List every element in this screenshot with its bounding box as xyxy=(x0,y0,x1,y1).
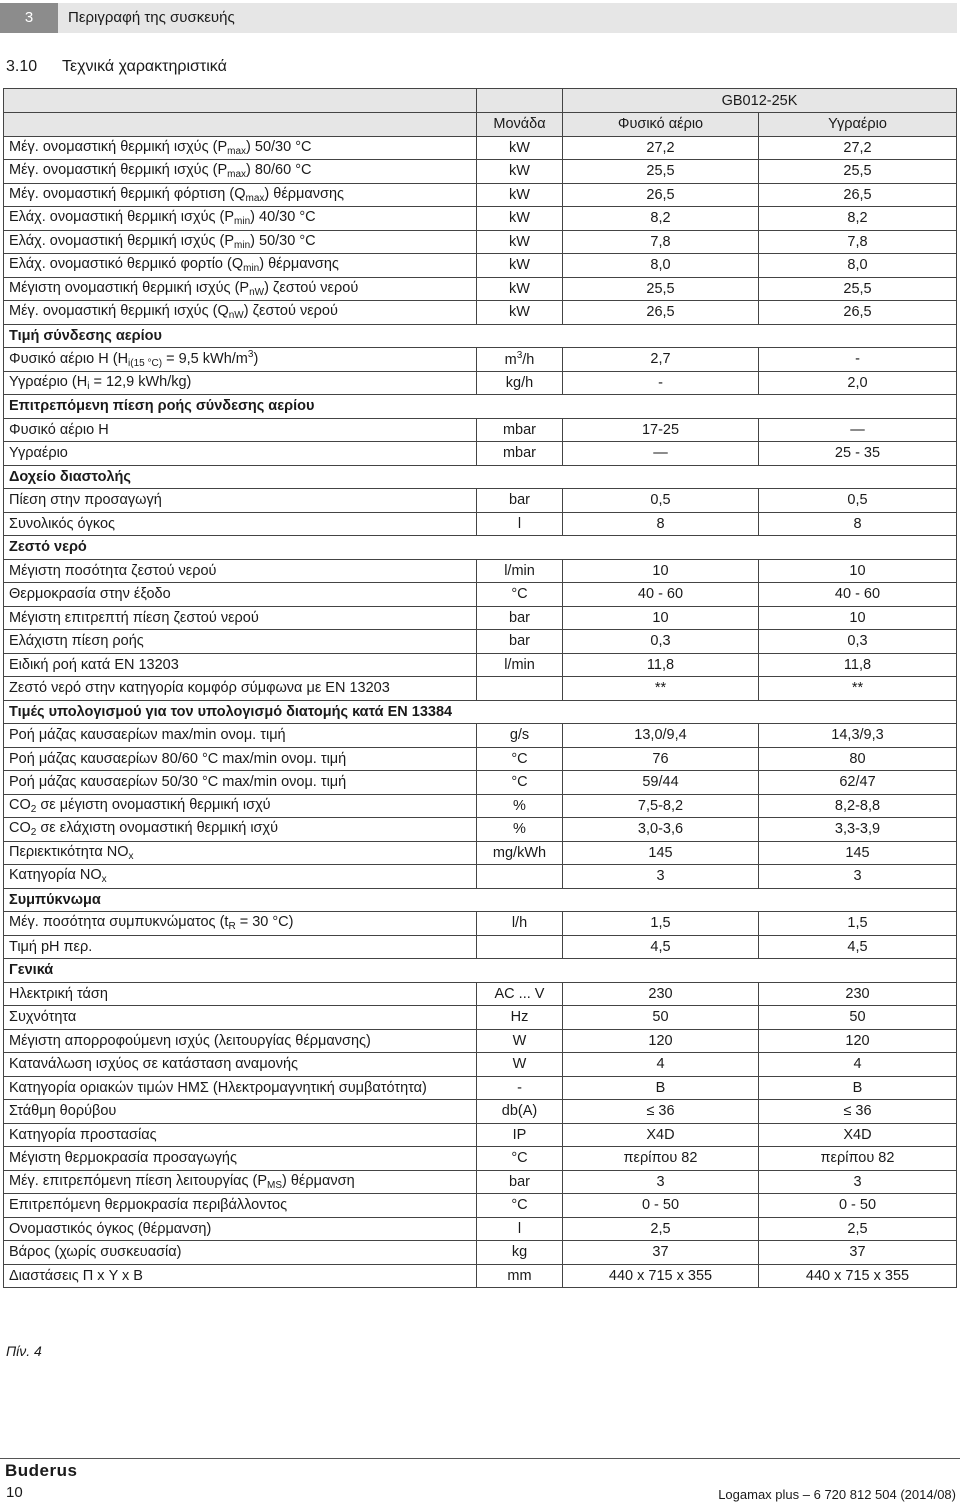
text-part: Μέγ. ονομαστική θερμική ισχύς (Q xyxy=(9,303,229,320)
unit-cell: °C xyxy=(477,1147,563,1171)
lpg-value: 120 xyxy=(759,1029,957,1053)
parameter-cell: Ροή μάζας καυσαερίων 80/60 °C max/min ονομ. τιμή xyxy=(4,747,477,771)
parameter-cell: Ηλεκτρική τάση xyxy=(4,982,477,1006)
parameter-cell xyxy=(4,301,477,325)
table-row xyxy=(4,818,957,842)
parameter-cell xyxy=(4,1170,477,1194)
parameter-cell xyxy=(4,207,477,231)
text-part: Φυσικό αέριο H (H xyxy=(9,351,129,368)
unit-cell: bar xyxy=(477,606,563,630)
natural-gas-value: 27,2 xyxy=(563,136,759,160)
lpg-value: 0 - 50 xyxy=(759,1194,957,1218)
lpg-value: X4D xyxy=(759,1123,957,1147)
parameter-cell xyxy=(4,348,477,372)
unit-cell: - xyxy=(477,1076,563,1100)
parameter-cell: Θερμοκρασία στην έξοδο xyxy=(4,583,477,607)
text-part: Μέγ. ποσότητα συμπυκνώματος (t xyxy=(9,914,229,931)
parameter-cell: Μέγιστη επιτρεπτή πίεση ζεστού νερού xyxy=(4,606,477,630)
unit-cell: kW xyxy=(477,230,563,254)
chapter-number: 3 xyxy=(0,3,58,33)
lpg-value: 0,3 xyxy=(759,630,957,654)
natural-gas-value: 59/44 xyxy=(563,771,759,795)
subscript: min xyxy=(243,263,260,275)
unit-cell: IP xyxy=(477,1123,563,1147)
table-row xyxy=(4,794,957,818)
unit-cell: % xyxy=(477,794,563,818)
parameter-cell xyxy=(4,183,477,207)
table-row xyxy=(4,207,957,231)
text-part: CO xyxy=(9,796,31,813)
table-row xyxy=(4,348,957,372)
section-row xyxy=(4,700,957,724)
parameter-cell: Κατηγορία προστασίας xyxy=(4,1123,477,1147)
natural-gas-value: 7,8 xyxy=(563,230,759,254)
natural-gas-value: 10 xyxy=(563,606,759,630)
section-heading-cell: Συμπύκνωμα xyxy=(4,888,957,912)
text-part: /h xyxy=(522,352,535,369)
natural-gas-value: B xyxy=(563,1076,759,1100)
parameter-cell xyxy=(4,136,477,160)
unit-cell: bar xyxy=(477,1170,563,1194)
lpg-value: περίπου 82 xyxy=(759,1147,957,1171)
table-row xyxy=(4,442,957,466)
subscript: i xyxy=(87,380,90,392)
table-row xyxy=(4,982,957,1006)
lpg-value: 80 xyxy=(759,747,957,771)
section-heading-cell: Δοχείο διαστολής xyxy=(4,465,957,489)
subscript: x xyxy=(128,850,134,862)
table-row xyxy=(4,677,957,701)
text-part: Μέγ. ονομαστική θερμική φόρτιση (Q xyxy=(9,185,246,202)
table-row xyxy=(4,865,957,889)
unit-cell: mbar xyxy=(477,442,563,466)
natural-gas-value: 25,5 xyxy=(563,277,759,301)
text-part: Υγραέριο (H xyxy=(9,373,88,390)
parameter-cell: Διαστάσεις Π x Υ x Β xyxy=(4,1264,477,1288)
table-row xyxy=(4,1194,957,1218)
lpg-value: 25 - 35 xyxy=(759,442,957,466)
chapter-header xyxy=(0,3,957,33)
table-row xyxy=(4,630,957,654)
unit-cell: °C xyxy=(477,747,563,771)
lpg-value: 62/47 xyxy=(759,771,957,795)
table-row xyxy=(4,1170,957,1194)
lpg-value: — xyxy=(759,418,957,442)
unit-cell: W xyxy=(477,1029,563,1053)
lpg-value: 0,5 xyxy=(759,489,957,513)
unit-cell: mm xyxy=(477,1264,563,1288)
natural-gas-value: 8 xyxy=(563,512,759,536)
table-header-row-model xyxy=(4,89,957,113)
table-row xyxy=(4,489,957,513)
section-heading xyxy=(6,58,227,76)
parameter-cell xyxy=(4,277,477,301)
text-part: Μέγιστη ονομαστική θερμική ισχύς (P xyxy=(9,279,250,296)
text-part: m xyxy=(504,352,517,369)
parameter-cell: Ελάχιστη πίεση ροής xyxy=(4,630,477,654)
lpg-value: 27,2 xyxy=(759,136,957,160)
lpg-column-header: Υγραέριο xyxy=(759,113,957,137)
text-part: Μέγ. ονομαστική θερμική ισχύς (P xyxy=(9,162,228,179)
section-heading-cell: Ζεστό νερό xyxy=(4,536,957,560)
parameter-cell: Τιμή pH περ. xyxy=(4,935,477,959)
parameter-cell: Ονομαστικός όγκος (θέρμανση) xyxy=(4,1217,477,1241)
text-part: ) ζεστού νερού xyxy=(264,279,359,296)
lpg-value: 440 x 715 x 355 xyxy=(759,1264,957,1288)
table-row xyxy=(4,230,957,254)
lpg-value: 2,0 xyxy=(759,371,957,395)
unit-cell: l xyxy=(477,1217,563,1241)
table-header-row-columns xyxy=(4,113,957,137)
section-title: Τεχνικά χαρακτηριστικά xyxy=(62,58,227,75)
natural-gas-value: 3 xyxy=(563,865,759,889)
table-row xyxy=(4,301,957,325)
natural-gas-value: 40 - 60 xyxy=(563,583,759,607)
table-caption: Πίν. 4 xyxy=(6,1343,42,1359)
unit-cell: db(A) xyxy=(477,1100,563,1124)
natural-gas-value: 2,5 xyxy=(563,1217,759,1241)
section-row xyxy=(4,959,957,983)
lpg-value: 50 xyxy=(759,1006,957,1030)
natural-gas-value: περίπου 82 xyxy=(563,1147,759,1171)
document-reference: Logamax plus – 6 720 812 504 (2014/08) xyxy=(718,1487,956,1502)
table-row xyxy=(4,1217,957,1241)
unit-cell: kW xyxy=(477,301,563,325)
section-row xyxy=(4,536,957,560)
table-row xyxy=(4,1241,957,1265)
header-empty-cell xyxy=(4,89,477,113)
tech-specs-table xyxy=(3,88,957,1288)
parameter-cell: Μέγιστη θερμοκρασία προσαγωγής xyxy=(4,1147,477,1171)
unit-cell: l xyxy=(477,512,563,536)
lpg-value: 14,3/9,3 xyxy=(759,724,957,748)
unit-cell xyxy=(477,935,563,959)
section-heading-cell: Τιμές υπολογισμού για τον υπολογισμό διατομής κατά EN 13384 xyxy=(4,700,957,724)
natural-gas-value: 120 xyxy=(563,1029,759,1053)
parameter-cell xyxy=(4,818,477,842)
page-number: 10 xyxy=(6,1484,23,1501)
table-row xyxy=(4,653,957,677)
unit-cell xyxy=(477,348,563,372)
subscript: i(15 °C) xyxy=(128,358,163,370)
text-part: ) 50/30 °C xyxy=(250,232,316,249)
natural-gas-value: 8,0 xyxy=(563,254,759,278)
natural-gas-value: 0 - 50 xyxy=(563,1194,759,1218)
text-part: ) θέρμανσης xyxy=(259,256,339,273)
brand-logo: Buderus xyxy=(5,1461,78,1480)
natural-gas-value: 11,8 xyxy=(563,653,759,677)
lpg-value: 8,0 xyxy=(759,254,957,278)
lpg-value: 25,5 xyxy=(759,277,957,301)
unit-cell: kg xyxy=(477,1241,563,1265)
parameter-cell xyxy=(4,254,477,278)
natural-gas-value: 145 xyxy=(563,841,759,865)
table-row xyxy=(4,136,957,160)
parameter-cell: Πίεση στην προσαγωγή xyxy=(4,489,477,513)
unit-cell: kW xyxy=(477,254,563,278)
parameter-cell: Συχνότητα xyxy=(4,1006,477,1030)
text-part: σε ελάχιστη ονομαστική θερμική ισχύ xyxy=(36,820,279,837)
table-row xyxy=(4,841,957,865)
table-row xyxy=(4,583,957,607)
unit-column-header: Μονάδα xyxy=(477,113,563,137)
text-part: ) xyxy=(253,351,259,368)
section-row xyxy=(4,395,957,419)
table-row xyxy=(4,1100,957,1124)
table-row xyxy=(4,606,957,630)
natural-gas-value: 13,0/9,4 xyxy=(563,724,759,748)
lpg-value: ≤ 36 xyxy=(759,1100,957,1124)
subscript: R xyxy=(228,921,236,933)
text-part: Κατηγορία NO xyxy=(9,867,102,884)
unit-cell: kW xyxy=(477,136,563,160)
natural-gas-value: 0,5 xyxy=(563,489,759,513)
natural-gas-value: 0,3 xyxy=(563,630,759,654)
text-part: Ελάχ. ονομαστική θερμική ισχύς (P xyxy=(9,232,235,249)
header-empty-cell xyxy=(477,89,563,113)
unit-cell: °C xyxy=(477,1194,563,1218)
natural-gas-value: 25,5 xyxy=(563,160,759,184)
text-part: = 12,9 kWh/kg) xyxy=(89,373,192,390)
natural-gas-value: 1,5 xyxy=(563,912,759,936)
parameter-cell: Κατηγορία οριακών τιμών ΗΜΣ (Ηλεκτρομαγνητική συμβατότητα) xyxy=(4,1076,477,1100)
text-part: ) θέρμανσης xyxy=(264,185,345,202)
text-part: ) θέρμανση xyxy=(282,1172,355,1189)
natural-gas-value: 3 xyxy=(563,1170,759,1194)
model-header: GB012-25K xyxy=(563,89,957,113)
natural-gas-value: 4,5 xyxy=(563,935,759,959)
parameter-cell: Υγραέριο xyxy=(4,442,477,466)
section-row xyxy=(4,324,957,348)
table-row xyxy=(4,512,957,536)
natural-gas-value: 8,2 xyxy=(563,207,759,231)
natural-gas-value: 17-25 xyxy=(563,418,759,442)
table-row xyxy=(4,724,957,748)
text-part: ) 80/60 °C xyxy=(246,162,312,179)
subscript: MS xyxy=(267,1179,283,1191)
unit-cell: °C xyxy=(477,771,563,795)
table-row xyxy=(4,559,957,583)
subscript: max xyxy=(245,192,265,204)
unit-cell: % xyxy=(477,818,563,842)
natural-gas-value: 440 x 715 x 355 xyxy=(563,1264,759,1288)
parameter-cell: Ειδική ροή κατά EN 13203 xyxy=(4,653,477,677)
subscript: nW xyxy=(228,310,244,322)
subscript: min xyxy=(234,216,251,228)
parameter-cell: Μέγιστη απορροφούμενη ισχύς (λειτουργίας θέρμανσης) xyxy=(4,1029,477,1053)
superscript: 3 xyxy=(516,350,523,362)
subscript: 2 xyxy=(30,827,37,839)
unit-cell: °C xyxy=(477,583,563,607)
table-row xyxy=(4,1006,957,1030)
unit-cell: l/min xyxy=(477,653,563,677)
natural-gas-value: ≤ 36 xyxy=(563,1100,759,1124)
unit-cell xyxy=(477,865,563,889)
footer-divider xyxy=(0,1458,960,1459)
text-part: = 30 °C) xyxy=(235,914,294,931)
table-row xyxy=(4,371,957,395)
parameter-cell xyxy=(4,912,477,936)
lpg-value: 26,5 xyxy=(759,183,957,207)
unit-cell: kg/h xyxy=(477,371,563,395)
parameter-cell: Ζεστό νερό στην κατηγορία κομφόρ σύμφωνα με EN 13203 xyxy=(4,677,477,701)
lpg-value: 3 xyxy=(759,1170,957,1194)
table-row xyxy=(4,1123,957,1147)
subscript: max xyxy=(227,169,247,181)
natural-gas-value: X4D xyxy=(563,1123,759,1147)
unit-cell: kW xyxy=(477,277,563,301)
unit-cell: bar xyxy=(477,489,563,513)
lpg-value: 40 - 60 xyxy=(759,583,957,607)
unit-cell: kW xyxy=(477,160,563,184)
parameter-cell xyxy=(4,160,477,184)
parameter-cell: Φυσικό αέριο H xyxy=(4,418,477,442)
natural-gas-value: 10 xyxy=(563,559,759,583)
unit-cell: AC ... V xyxy=(477,982,563,1006)
unit-cell: l/min xyxy=(477,559,563,583)
unit-cell: kW xyxy=(477,207,563,231)
lpg-value: ** xyxy=(759,677,957,701)
text-part: = 9,5 kWh/m xyxy=(162,351,248,368)
section-row xyxy=(4,888,957,912)
unit-cell: Hz xyxy=(477,1006,563,1030)
natural-gas-value: - xyxy=(563,371,759,395)
text-part: ) 40/30 °C xyxy=(250,209,316,226)
text-part: Περιεκτικότητα NO xyxy=(9,843,129,860)
section-heading-cell: Γενικά xyxy=(4,959,957,983)
unit-cell: W xyxy=(477,1053,563,1077)
text-part: CO xyxy=(9,820,31,837)
table-row xyxy=(4,277,957,301)
parameter-cell xyxy=(4,794,477,818)
text-part: σε μέγιστη ονομαστική θερμική ισχύ xyxy=(36,796,271,813)
table-row xyxy=(4,771,957,795)
unit-cell xyxy=(477,677,563,701)
text-part: Μέγ. ονομαστική θερμική ισχύς (P xyxy=(9,138,228,155)
natural-gas-column-header: Φυσικό αέριο xyxy=(563,113,759,137)
section-heading-cell: Τιμή σύνδεσης αερίου xyxy=(4,324,957,348)
natural-gas-value: — xyxy=(563,442,759,466)
lpg-value: 11,8 xyxy=(759,653,957,677)
lpg-value: 10 xyxy=(759,606,957,630)
unit-cell: l/h xyxy=(477,912,563,936)
table-row xyxy=(4,1147,957,1171)
lpg-value: 25,5 xyxy=(759,160,957,184)
lpg-value: 230 xyxy=(759,982,957,1006)
parameter-cell: Ροή μάζας καυσαερίων 50/30 °C max/min ονομ. τιμή xyxy=(4,771,477,795)
natural-gas-value: 76 xyxy=(563,747,759,771)
table-row xyxy=(4,1029,957,1053)
natural-gas-value: 50 xyxy=(563,1006,759,1030)
table-row xyxy=(4,912,957,936)
header-empty-cell xyxy=(4,113,477,137)
table-row xyxy=(4,254,957,278)
parameter-cell xyxy=(4,230,477,254)
text-part: ) 50/30 °C xyxy=(246,138,312,155)
section-number: 3.10 xyxy=(6,58,38,75)
lpg-value: 4,5 xyxy=(759,935,957,959)
subscript: x xyxy=(101,874,107,886)
natural-gas-value: 37 xyxy=(563,1241,759,1265)
subscript: min xyxy=(234,239,251,251)
parameter-cell: Επιτρεπόμενη θερμοκρασία περιβάλλοντος xyxy=(4,1194,477,1218)
lpg-value: - xyxy=(759,348,957,372)
parameter-cell: Βάρος (χωρίς συσκευασία) xyxy=(4,1241,477,1265)
section-heading-cell: Επιτρεπόμενη πίεση ροής σύνδεσης αερίου xyxy=(4,395,957,419)
lpg-value: 8 xyxy=(759,512,957,536)
table-row xyxy=(4,1053,957,1077)
parameter-cell: Στάθμη θορύβου xyxy=(4,1100,477,1124)
lpg-value: 4 xyxy=(759,1053,957,1077)
lpg-value: B xyxy=(759,1076,957,1100)
lpg-value: 145 xyxy=(759,841,957,865)
subscript: nW xyxy=(249,286,265,298)
table-row xyxy=(4,747,957,771)
table-row xyxy=(4,935,957,959)
unit-cell: bar xyxy=(477,630,563,654)
natural-gas-value: ** xyxy=(563,677,759,701)
lpg-value: 1,5 xyxy=(759,912,957,936)
unit-cell: kW xyxy=(477,183,563,207)
lpg-value: 3 xyxy=(759,865,957,889)
parameter-cell xyxy=(4,841,477,865)
table-row xyxy=(4,418,957,442)
table-row xyxy=(4,160,957,184)
natural-gas-value: 3,0-3,6 xyxy=(563,818,759,842)
subscript: 2 xyxy=(30,803,37,815)
natural-gas-value: 26,5 xyxy=(563,301,759,325)
chapter-title: Περιγραφή της συσκευής xyxy=(68,9,235,26)
unit-cell: g/s xyxy=(477,724,563,748)
parameter-cell: Ροή μάζας καυσαερίων max/min ονομ. τιμή xyxy=(4,724,477,748)
lpg-value: 7,8 xyxy=(759,230,957,254)
natural-gas-value: 2,7 xyxy=(563,348,759,372)
text-part: Μέγ. επιτρεπόμενη πίεση λειτουργίας (P xyxy=(9,1172,268,1189)
lpg-value: 37 xyxy=(759,1241,957,1265)
natural-gas-value: 7,5-8,2 xyxy=(563,794,759,818)
table-row xyxy=(4,183,957,207)
lpg-value: 3,3-3,9 xyxy=(759,818,957,842)
text-part: Ελάχ. ονομαστικό θερμικό φορτίο (Q xyxy=(9,256,244,273)
natural-gas-value: 26,5 xyxy=(563,183,759,207)
unit-cell: mg/kWh xyxy=(477,841,563,865)
lpg-value: 8,2 xyxy=(759,207,957,231)
parameter-cell: Συνολικός όγκος xyxy=(4,512,477,536)
text-part: Ελάχ. ονομαστική θερμική ισχύς (P xyxy=(9,209,235,226)
section-row xyxy=(4,465,957,489)
lpg-value: 2,5 xyxy=(759,1217,957,1241)
table-row xyxy=(4,1076,957,1100)
parameter-cell xyxy=(4,371,477,395)
unit-cell: mbar xyxy=(477,418,563,442)
parameter-cell: Μέγιστη ποσότητα ζεστού νερού xyxy=(4,559,477,583)
text-part: ) ζεστού νερού xyxy=(243,303,338,320)
lpg-value: 8,2-8,8 xyxy=(759,794,957,818)
lpg-value: 26,5 xyxy=(759,301,957,325)
subscript: max xyxy=(227,145,247,157)
lpg-value: 10 xyxy=(759,559,957,583)
natural-gas-value: 4 xyxy=(563,1053,759,1077)
parameter-cell: Κατανάλωση ισχύος σε κατάσταση αναμονής xyxy=(4,1053,477,1077)
superscript: 3 xyxy=(247,349,254,361)
table-row xyxy=(4,1264,957,1288)
natural-gas-value: 230 xyxy=(563,982,759,1006)
parameter-cell xyxy=(4,865,477,889)
